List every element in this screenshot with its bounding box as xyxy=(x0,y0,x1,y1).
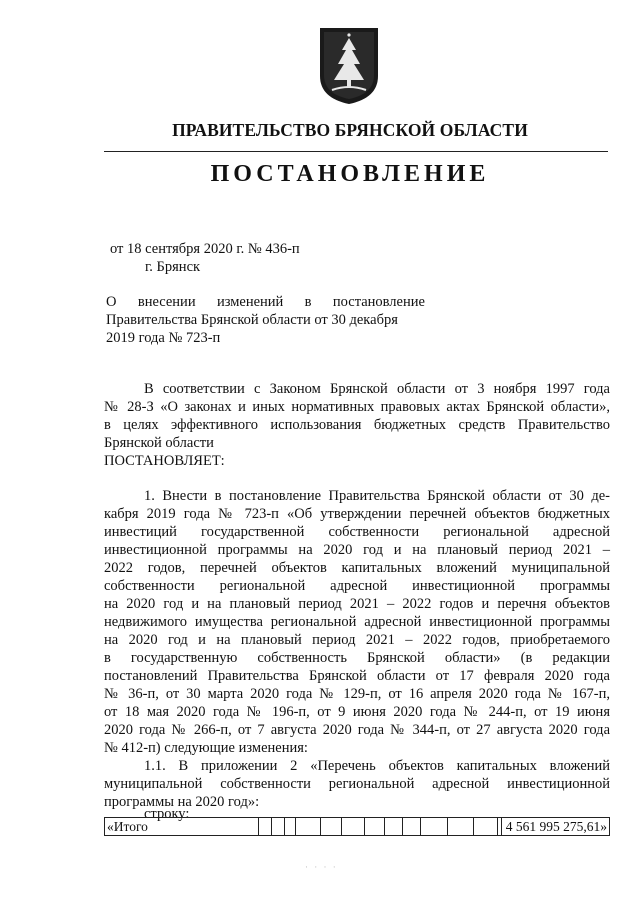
subject-word: О xyxy=(106,294,117,310)
table-cell-divider xyxy=(271,818,272,835)
item1-line: 2020 года № 266-п, от 7 августа 2020 года № 344-п, от 27 августа 2020 года xyxy=(104,722,610,738)
table-cell-divider xyxy=(384,818,385,835)
item1-line: постановлений Правительства Брянской области от 17 февраля 2020 года xyxy=(104,668,610,684)
item1-line: № 412-п) следующие изменения: xyxy=(104,740,308,756)
resolve-word: ПОСТАНОВЛЯЕТ: xyxy=(104,453,225,469)
item1-line: собственности региональной адресной инвестиционной программы xyxy=(104,578,610,594)
item1-line: от 18 мая 2020 года № 196-п, от 9 июня 2020 года № 244-п, от 19 июня xyxy=(104,704,610,720)
table-cell-divider xyxy=(497,818,498,835)
subject-word: изменений xyxy=(216,294,284,310)
table-cell-divider xyxy=(473,818,474,835)
subject-word: в xyxy=(304,294,312,310)
item1-line: инвестиционной программы на 2020 год и на плановый период 2021 – xyxy=(104,542,610,558)
item1-line: на 2020 год и на плановый период 2021 – 2022 годов и перечня объектов xyxy=(104,596,610,612)
preamble-line: в целях эффективного использования бюджетных средств Правительство xyxy=(104,417,610,433)
row-intro: строку: xyxy=(144,806,190,822)
table-cell-divider xyxy=(420,818,421,835)
subject-line-3: 2019 года № 723-п xyxy=(106,330,221,346)
table-cell-divider xyxy=(258,818,259,835)
subject-line-2: Правительства Брянской области от 30 декабря xyxy=(106,312,398,328)
table-cell-divider xyxy=(295,818,296,835)
item1-line: № 36-п, от 30 марта 2020 года № 129-п, от 16 апреля 2020 года № 167-п, xyxy=(104,686,610,702)
item1-line: в государственную собственность Брянской области» (в редакции xyxy=(104,650,610,666)
footer-marks: · · · · xyxy=(305,862,338,872)
table-cell-divider xyxy=(447,818,448,835)
city: г. Брянск xyxy=(145,259,201,275)
item11-line: муниципальной собственности региональной адресной инвестиционной xyxy=(104,776,610,792)
subject-word: внесении xyxy=(137,294,196,310)
document-type-title: ПОСТАНОВЛЕНИЕ xyxy=(210,161,490,187)
item1-line: 1. Внести в постановление Правительства Брянской области от 30 де- xyxy=(144,488,610,504)
preamble-line: № 28-З «О законах и иных нормативных правовых актах Брянской области», xyxy=(104,399,610,415)
row-total-value: 4 561 995 275,61» xyxy=(505,819,607,834)
subject-line-1 xyxy=(106,294,425,312)
item1-line: недвижимого имущества региональной адресной инвестиционной программы xyxy=(104,614,610,630)
table-cell-divider xyxy=(402,818,403,835)
preamble-line: Брянской области xyxy=(104,435,214,451)
government-title: ПРАВИТЕЛЬСТВО БРЯНСКОЙ ОБЛАСТИ xyxy=(172,120,528,140)
totals-table-row xyxy=(104,817,610,836)
coat-of-arms-emblem xyxy=(318,26,380,106)
subject-word: постановление xyxy=(332,294,425,310)
table-cell-divider xyxy=(501,818,502,835)
header-divider xyxy=(104,151,608,152)
item1-line: на 2020 год и на плановый период 2021 – 2022 годов, приобретаемого xyxy=(104,632,610,648)
item11-line: 1.1. В приложении 2 «Перечень объектов капитальных вложений xyxy=(144,758,610,774)
table-cell-divider xyxy=(284,818,285,835)
date-number: от 18 сентября 2020 г. № 436-п xyxy=(110,241,300,257)
row-label: «Итого xyxy=(107,819,148,834)
table-cell-divider xyxy=(364,818,365,835)
table-cell-divider xyxy=(341,818,342,835)
item11-line: программы на 2020 год»: xyxy=(104,794,260,810)
item1-line: 2022 годов, перечней объектов капитальных вложений муниципальной xyxy=(104,560,610,576)
item1-line: кабря 2019 года № 723-п «Об утверждении перечней объектов бюджетных xyxy=(104,506,610,522)
preamble-line: В соответствии с Законом Брянской области от 3 ноября 1997 года xyxy=(144,381,610,397)
table-cell-divider xyxy=(320,818,321,835)
item1-line: инвестиций государственной собственности региональной адресной xyxy=(104,524,610,540)
